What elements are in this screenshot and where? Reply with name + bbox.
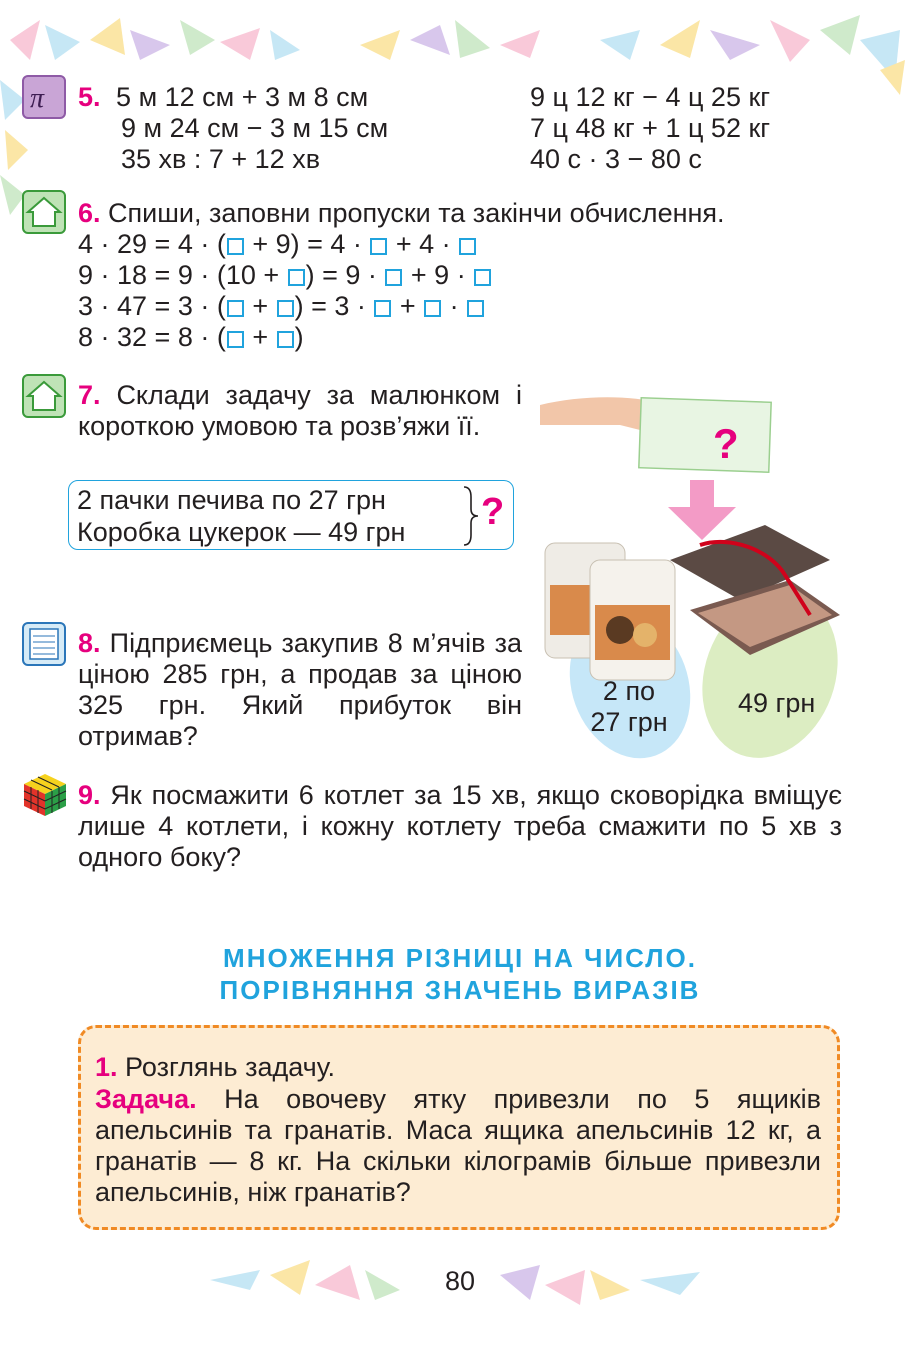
cookie-price-label <box>584 676 674 738</box>
task8-text <box>78 628 522 752</box>
task1-intro-line <box>95 1052 335 1083</box>
expr-part: + <box>244 291 276 321</box>
section-title-line2: ПОРІВНЯННЯ ЗНАЧЕНЬ ВИРАЗІВ <box>219 975 701 1005</box>
task9-text <box>78 780 842 873</box>
blank-box <box>385 269 402 286</box>
expr-part: · <box>442 291 467 321</box>
blank-box <box>474 269 491 286</box>
blank-box <box>467 300 484 317</box>
svg-text:π: π <box>30 83 45 114</box>
task6-line4 <box>78 322 725 353</box>
expr-part: 3 · 47 = 3 · ( <box>78 291 226 321</box>
expr-part: + <box>392 291 424 321</box>
blank-box <box>374 300 391 317</box>
condition-line-1: 2 пачки печива по 27 грн <box>77 485 386 515</box>
top-decoration <box>0 0 918 95</box>
expr-part: 8 · 32 = 8 · ( <box>78 322 226 352</box>
blank-box <box>288 269 305 286</box>
homework-icon <box>22 190 66 234</box>
task6-number: 6. <box>78 198 101 228</box>
cookie-price-line1: 2 по <box>602 676 656 706</box>
task7-text <box>78 380 522 442</box>
candy-price-label: 49 грн <box>738 688 816 718</box>
task1-intro: Розглянь задачу. <box>125 1052 336 1082</box>
receipt-question: ? <box>713 420 739 467</box>
section-title <box>110 942 810 1006</box>
house-icon <box>24 376 64 416</box>
blank-box <box>227 238 244 255</box>
condition-question: ? <box>481 491 505 533</box>
homework-icon <box>22 374 66 418</box>
notebook-icon <box>22 622 66 666</box>
house-icon <box>24 192 64 232</box>
blank-box <box>277 331 294 348</box>
expr-part: + 9 · <box>403 260 474 290</box>
expr-part: ) <box>294 322 304 352</box>
task1-number: 1. <box>95 1052 118 1082</box>
task6-line2 <box>78 260 725 291</box>
task7-description: Склади задачу за малюнком і короткою умовою та розв’яжи її. <box>78 380 522 441</box>
task5-left-3: 35 хв : 7 + 12 хв <box>121 144 321 174</box>
condition-line-2: Коробка цукерок — 49 грн <box>77 517 406 547</box>
task6-block <box>78 198 725 353</box>
task6-text: Спиши, заповни пропуски та закінчи обчислення. <box>108 198 725 228</box>
blank-box <box>424 300 441 317</box>
expr-part: + 9) = 4 · <box>244 229 370 259</box>
task5-right-2: 7 ц 48 кг + 1 ц 52 кг <box>530 113 771 143</box>
task1-box <box>78 1025 840 1230</box>
math-icon <box>22 75 66 119</box>
page-number: 80 <box>444 1266 476 1296</box>
expr-part: 4 · 29 = 4 · ( <box>78 229 226 259</box>
task7-number: 7. <box>78 380 101 410</box>
expr-part: + 4 · <box>388 229 459 259</box>
task6-line1 <box>78 229 725 260</box>
task6-line3 <box>78 291 725 322</box>
task5-number: 5. <box>78 82 101 112</box>
lined-page-icon <box>24 624 64 664</box>
blank-box <box>277 300 294 317</box>
pi-icon <box>24 77 64 117</box>
expr-part: ) = 3 · <box>294 291 374 321</box>
short-condition-box <box>68 480 514 550</box>
expr-part: 9 · 18 = 9 · (10 + <box>78 260 287 290</box>
task5-right-1: 9 ц 12 кг − 4 ц 25 кг <box>530 82 771 112</box>
section-title-line1: МНОЖЕННЯ РІЗНИЦІ НА ЧИСЛО. <box>223 943 697 973</box>
task5-left-2: 9 м 24 см − 3 м 15 см <box>121 113 389 143</box>
rubiks-cube-icon <box>22 772 68 818</box>
task8-number: 8. <box>78 628 101 658</box>
task5-right-3: 40 с · 3 − 80 с <box>530 144 702 174</box>
expr-part: ) = 9 · <box>305 260 385 290</box>
task9-description: Як посмажити 6 котлет за 15 хв, якщо сковорідка вміщує лише 4 котлети, і кожну котлету треба смажити по 5 хв з одного боку? <box>78 780 842 872</box>
task5-right <box>530 82 770 175</box>
task5-block <box>78 82 538 175</box>
brace-icon <box>461 485 481 547</box>
blank-box <box>227 331 244 348</box>
task9-number: 9. <box>78 780 101 810</box>
cookie-price-line2: 27 грн <box>590 707 668 737</box>
blank-box <box>227 300 244 317</box>
task5-left-1: 5 м 12 см + 3 м 8 см <box>116 82 369 112</box>
expr-part: + <box>244 322 276 352</box>
blank-box <box>370 238 387 255</box>
blank-box <box>459 238 476 255</box>
task1-text: На овочеву ятку привезли по 5 ящиків апельсинів та гранатів. Маса ящика апельсинів 12 кг, а гранатів — 8 кг. На скільки кілограмів більше привезли апельсинів, ніж гранатів? <box>95 1084 821 1207</box>
task1-label: Задача. <box>95 1084 197 1114</box>
task8-description: Підприємець закупив 8 м’ячів за ціною 285 грн, а продав за ціною 325 грн. Який прибуток він отримав? <box>78 628 522 751</box>
task1-problem <box>95 1084 821 1208</box>
